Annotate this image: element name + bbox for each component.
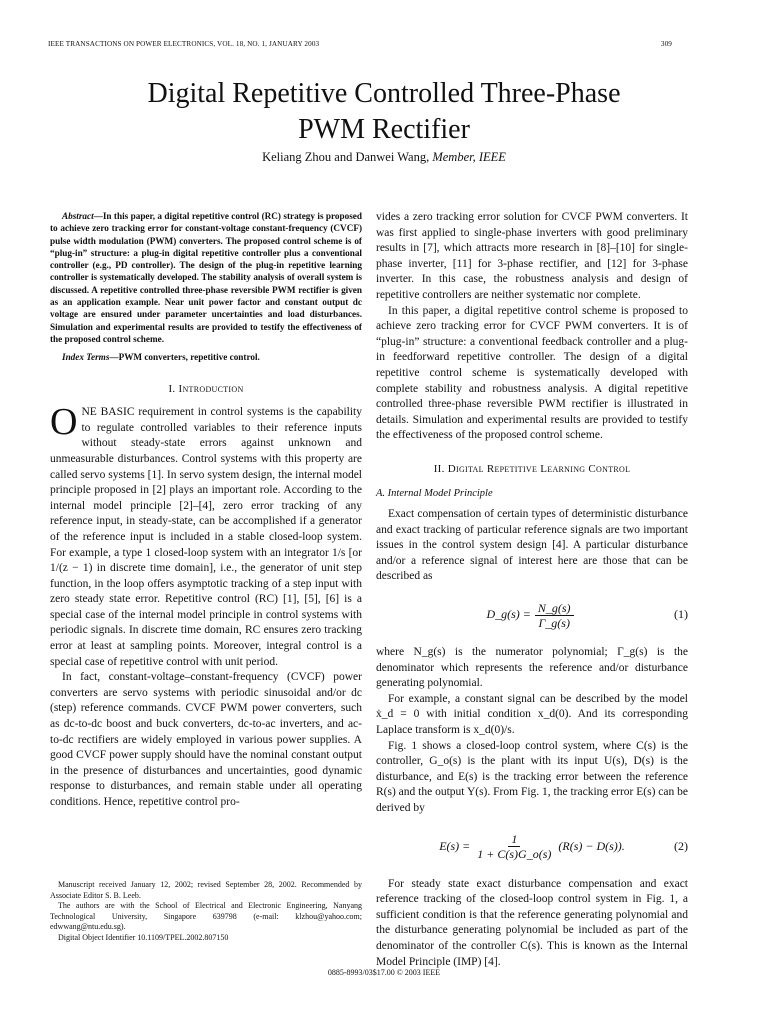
equation-2 — [376, 827, 688, 867]
section-heading-drlc — [376, 462, 688, 478]
footnote-manuscript: Manuscript received January 12, 2002; revised September 28, 2002. Recommended by Associate Editor S. B. Leeb. — [50, 880, 362, 900]
title-line-2: PWM Rectifier — [298, 114, 470, 145]
right-column — [376, 210, 688, 970]
left-column — [50, 210, 362, 811]
section-title: Introduction — [178, 382, 244, 395]
equation-numerator: 1 — [508, 832, 520, 847]
equation-lhs: D_g(s) = — [486, 607, 531, 622]
equation-number: (2) — [674, 838, 688, 853]
copyright-footer: 0885-8993/03$17.00 © 2003 IEEE — [327, 968, 441, 977]
section-number: I. — [168, 382, 176, 395]
paper-title — [0, 76, 768, 148]
intro-paragraph-1-text: NE BASIC requirement in control systems is the capability to regulate controlled variables to their reference inputs without steady-state errors against unknown and unmeasurable disturbances. Control systems with this property are called servo systems [1]. In servo system design, the internal model principle proposed in [2] plays an important role. According to the internal model principle [2]–[4], zero error tracking of any reference input, in steady-state, can be accomplished if a generator of the reference input is included in a stable closed-loop system. For example, a type 1 closed-loop system with an integrator 1/s [or 1/(z − 1) in discrete time domain], i.e., the generator of unit step function, in the loop offers asymptotic tracking of a step input with zero steady state error. Repetitive control (RC) [1], [5], [6] is a special case of the internal model principle in control systems with periodic signals. In discrete time domain, RC ensures zero tracking error at least at sampling points. Moreover, integral control is a special case of repetitive control with unit period. — [50, 406, 362, 668]
right-paragraph-1: vides a zero tracking error solution for CVCF PWM converters. It was first applied to single-phase inverters with good preliminary results in [7], which attracts more research in [8]–[10] for single-phase inverter, [11] for 3-phase rectifier, and [12] for 3-phase inverter. In this case, the robustness analysis and design of repetitive controllers are neither systematic nor complete. — [376, 211, 688, 301]
equation-rhs: (R(s) − D(s)). — [558, 838, 625, 853]
equation-lhs: E(s) = — [439, 838, 471, 853]
footnote-doi: Digital Object Identifier 10.1109/TPEL.2002.807150 — [58, 932, 229, 942]
footnote-affiliation: The authors are with the School of Electrical and Electronic Engineering, Nanyang Technological University, Singapore 639798 (e-mail: klzhou@yahoo.com; edwwang@ntu.edu.sg). — [50, 901, 362, 931]
section-number: II. — [433, 462, 445, 475]
footnote-block — [50, 880, 362, 943]
equation-fraction — [474, 832, 554, 861]
equation-1 — [376, 595, 688, 635]
index-terms-label: Index Terms — [62, 352, 110, 363]
right-paragraph-7: For steady state exact disturbance compensation and exact reference tracking of the closed-loop control system in Fig. 1, a sufficient condition is that the reference generating polynomial and the disturbance generating polynomial be included as part of the denominator of the controller C(s). This is known as the Internal Model Principle (IMP) [4]. — [376, 877, 688, 968]
equation-numerator: N_g(s) — [535, 601, 574, 616]
abstract-text: —In this paper, a digital repetitive control (RC) strategy is proposed to achieve zero tracking error for constant-voltage constant-frequency (CVCF) pulse width modulation (PWM) converters. The proposed control scheme is of “plug-in” structure: a plug-in digital repetitive controller plus a conventional controller (e.g., PD controller). The design of the plug-in repetitive learning controller is systematically developed. The stability analysis of overall system is discussed. A repetitive controlled three-phase reversible PWM rectifier is given as an application example. Near unit power factor and constant output dc voltage are ensured under parameter uncertainties and load disturbances. Simulation and experimental results are provided to testify the effectiveness of the proposed control scheme. — [50, 211, 362, 344]
section-title: Digital Repetitive Learning Control — [447, 462, 631, 475]
equation-number: (1) — [674, 607, 688, 622]
author-member: Member, IEEE — [432, 150, 506, 164]
right-paragraph-3: Exact compensation of certain types of deterministic disturbance and exact tracking of particular reference signals are two important issues in the control system design [4]. A particular disturbance and/or a reference signal of interest here are those that can be described as — [376, 508, 688, 583]
running-header — [48, 40, 672, 48]
right-paragraph-4: where N_g(s) is the numerator polynomial; Γ_g(s) is the denominator which represents the reference and/or disturbance generating polynomial. — [376, 646, 688, 690]
abstract — [50, 210, 362, 345]
right-paragraph-6: Fig. 1 shows a closed-loop control system, where C(s) is the controller, G_o(s) is the plant with its input U(s), D(s) is the disturbance, and E(s) is the tracking error between the reference R(s) and the output Y(s). From Fig. 1, the tracking error E(s) can be derived by — [376, 739, 688, 814]
right-paragraph-2: In this paper, a digital repetitive control scheme is proposed to achieve zero tracking error for CVCF PWM converters. It is of “plug-in” structure: a conventional feedback controller and a plug-in feedforward repetitive controller. The design of a digital repetitive control scheme is systematically developed with complete stability and robustness analysis. A digital repetitive controlled three-phase reversible PWM rectifier is illustrated in details. Simulation and experimental results are provided to testify the effectiveness of the proposed control scheme. — [376, 304, 688, 442]
title-line-1: Digital Repetitive Controlled Three-Phase — [147, 78, 621, 109]
section-heading-introduction — [50, 382, 362, 398]
author-names: Keliang Zhou and Danwei Wang, — [262, 150, 430, 164]
index-terms — [50, 351, 362, 363]
drop-cap: O — [50, 401, 78, 444]
equation-fraction — [535, 601, 574, 630]
page-number: 309 — [660, 40, 672, 48]
journal-name: IEEE TRANSACTIONS ON POWER ELECTRONICS, VOL. 18, NO. 1, JANUARY 2003 — [48, 40, 320, 48]
subsection-heading: A. Internal Model Principle — [376, 487, 493, 499]
right-paragraph-5: For example, a constant signal can be described by the model ẋ_d = 0 with initial condition x_d(0). And its corresponding Laplace transform is x_d(0)/s. — [376, 692, 688, 737]
intro-paragraph-1 — [50, 401, 362, 670]
intro-paragraph-2: In fact, constant-voltage–constant-frequency (CVCF) power converters are servo systems with periodic sinusoidal and/or dc (step) reference commands. CVCF PWM power converters, such as dc-to-dc boost and buck converters, dc-to-ac inverters, and ac-to-dc rectifiers are widely employed in various power supplies. A good CVCF power supply should have the nominal constant output in the presence of disturbances and uncertainties, good dynamic response to disturbances, and remain stable under all operating conditions. Hence, repetitive control pro- — [50, 671, 362, 808]
equation-denominator: Γ_g(s) — [538, 615, 570, 630]
author-line — [0, 150, 768, 165]
equation-denominator: 1 + C(s)G_o(s) — [477, 847, 552, 862]
index-terms-text: —PWM converters, repetitive control. — [109, 352, 260, 363]
abstract-label: Abstract — [62, 211, 94, 221]
